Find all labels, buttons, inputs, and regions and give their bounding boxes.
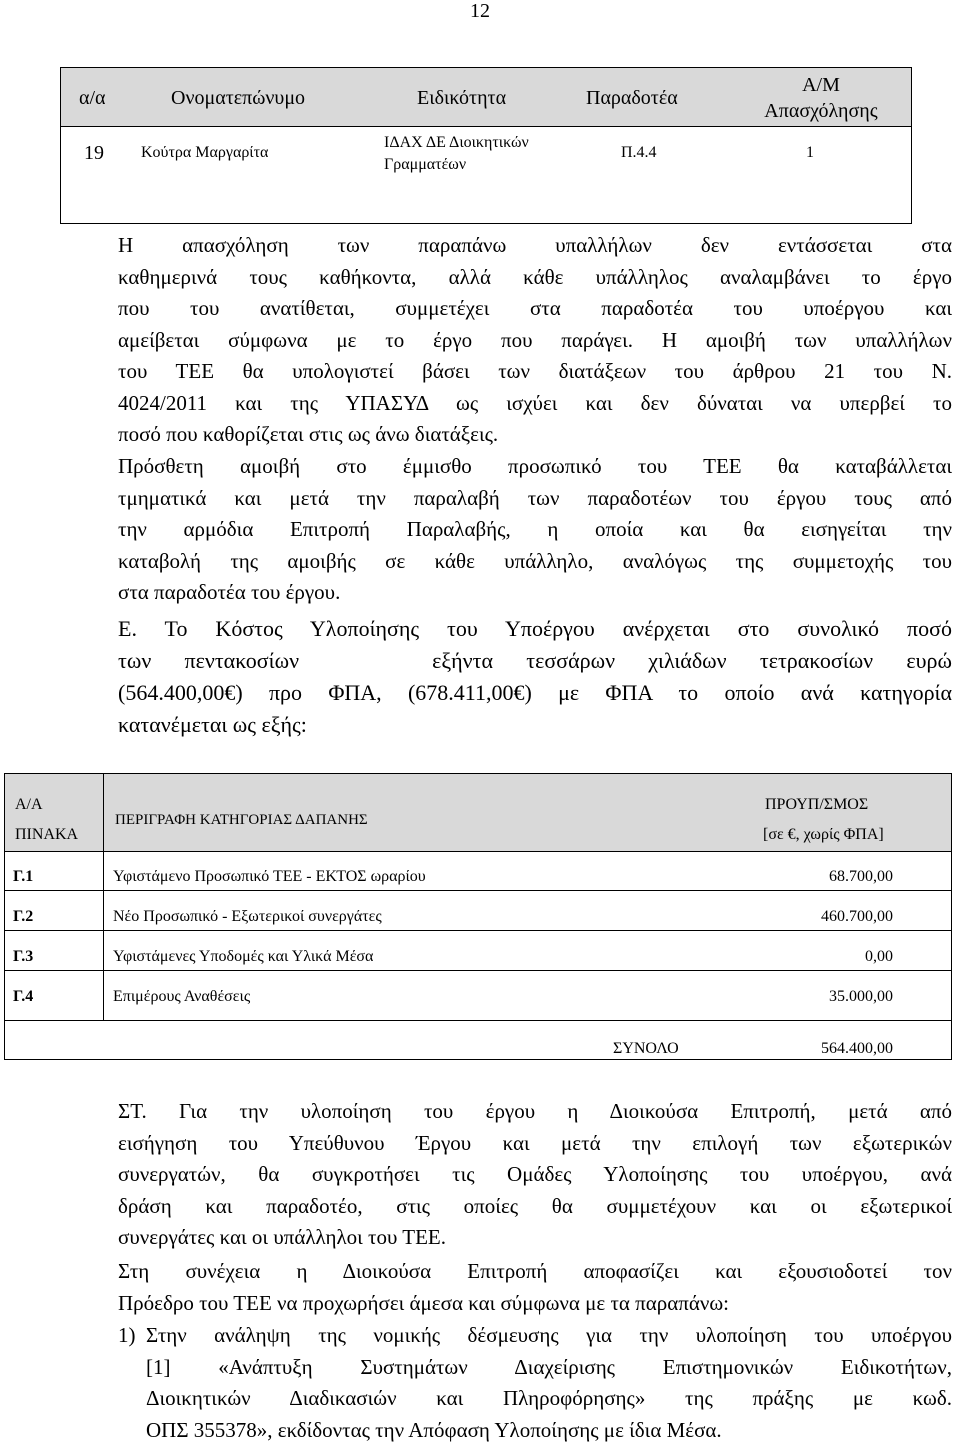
header-budget-line1: ΠΡΟΥΠ/ΣΜΟΣ — [765, 796, 869, 813]
text-line: δράση και παραδοτέο, στις οποίες θα συμμετέχουν και οι εξωτερικοί — [118, 1193, 952, 1218]
row-specialty-line1: ΙΔΑΧ ΔΕ Διοικητικών — [384, 134, 529, 151]
text-line: κατανέμεται ως εξής: — [118, 712, 307, 737]
text-line: Ε. Το Κόστος Υλοποίησης του Υποέργου ανέρχεται στο συνολικό ποσό — [118, 616, 952, 641]
text-line: ΣΤ. Για την υλοποίηση του έργου η Διοικούσα Επιτροπή, μετά από — [118, 1099, 952, 1123]
text-line: στα παραδοτέα του έργου. — [118, 580, 341, 604]
text-line: αμείβεται σύμφωνα με το έργο που παράγει. Η αμοιβή των υπαλλήλων — [118, 327, 952, 352]
row-code: Γ.3 — [13, 948, 34, 965]
paragraph-teams — [118, 1096, 952, 1254]
row-specialty-line2: Γραμματέων — [384, 156, 467, 173]
row-description: Νέο Προσωπικό - Εξωτερικοί συνεργάτες — [113, 908, 382, 925]
list-item — [146, 1320, 952, 1446]
header-am-line1: Α/Μ — [802, 74, 840, 96]
row-code: Γ.4 — [13, 988, 34, 1005]
row-description: Επιμέρους Αναθέσεις — [113, 988, 251, 1005]
row-description: Υφιστάμενες Υποδομές και Υλικά Μέσα — [113, 948, 374, 965]
text-line: Η απασχόληση των παραπάνω υπαλλήλων δεν εντάσσεται στα — [118, 233, 952, 257]
header-aa-line2: ΠΙΝΑΚΑ — [15, 826, 79, 843]
text-line: του ΤΕΕ θα υπολογιστεί βάσει των διατάξεων του άρθρου 21 του Ν. — [118, 359, 952, 383]
text-line: καταβολή της αμοιβής σε κάθε υπάλληλο, αναλόγως της συμμετοχής του — [118, 548, 952, 573]
row-am: 1 — [806, 144, 814, 161]
header-name: Ονοματεπώνυμο — [171, 87, 306, 109]
text-line: Στην ανάληψη της νομικής δέσμευσης για την υλοποίηση του υποέργου — [146, 1323, 952, 1347]
text-line: που του ανατίθεται, συμμετέχει στα παραδοτέα του υποέργου και — [118, 296, 952, 320]
text-line: συνεργάτες και οι υπάλληλοι του ΤΕΕ. — [118, 1225, 447, 1249]
header-specialty: Ειδικότητα — [417, 87, 507, 109]
row-divider — [5, 1020, 951, 1021]
row-amount: 460.700,00 — [821, 908, 893, 925]
table-row — [5, 931, 951, 971]
text-line: 4024/2011 και της ΥΠΑΣΥΔ ως ισχύει και δεν δύναται να υπερβεί το — [118, 390, 952, 415]
row-name: Κούτρα Μαργαρίτα — [141, 144, 269, 161]
table-row — [5, 971, 951, 1011]
text-line: τμηματικά και μετά την παραλαβή των παραδοτέων του έργου τους από — [118, 485, 952, 510]
text-line: Διοικητικών Διαδικασιών και Πληροφόρησης» της πράξης με κωδ. — [146, 1386, 952, 1410]
text-line: [1] «Ανάπτυξη Συστημάτων Διαχείρισης Επιστημονικών Ειδικοτήτων, — [146, 1354, 952, 1379]
row-code: Γ.2 — [13, 908, 34, 925]
text-line: Πρόσθετη αμοιβή στο έμμισθο προσωπικό του ΤΕΕ θα καταβάλλεται — [118, 454, 952, 478]
text-line: την αρμόδια Επιτροπή Παραλαβής, η οποία και θα εισηγείται την — [118, 517, 952, 541]
budget-table — [4, 773, 952, 1060]
text-line: Στη συνέχεια η Διοικούσα Επιτροπή αποφασίζει και εξουσιοδοτεί τον — [118, 1259, 952, 1283]
row-amount: 0,00 — [865, 948, 893, 965]
paragraph-additional-pay — [118, 451, 952, 609]
paragraph-cost — [118, 613, 952, 741]
paragraph-authorization — [118, 1256, 952, 1319]
row-aa: 19 — [84, 142, 104, 164]
header-aa-line1: Α/Α — [15, 796, 43, 813]
text-line: εισήγηση του Υπεύθυνου Έργου και μετά την επιλογή των εξωτερικών — [118, 1130, 952, 1155]
row-amount: 35.000,00 — [829, 988, 893, 1005]
staff-table — [60, 67, 912, 224]
header-deliverable: Παραδοτέα — [586, 87, 678, 109]
header-am-line2: Απασχόλησης — [764, 100, 878, 122]
row-description: Υφιστάμενο Προσωπικό ΤΕΕ - ΕΚΤΟΣ ωραρίου — [113, 868, 426, 885]
row-code: Γ.1 — [13, 868, 34, 885]
header-description: ΠΕΡΙΓΡΑΦΗ ΚΑΤΗΓΟΡΙΑΣ ΔΑΠΑΝΗΣ — [115, 812, 368, 828]
text-line: ΟΠΣ 355378», εκδίδοντας την Απόφαση Υλοποίησης με ίδια Μέσα. — [146, 1417, 722, 1442]
total-label: ΣΥΝΟΛΟ — [613, 1040, 679, 1057]
page-number: 12 — [470, 0, 490, 22]
text-line: συνεργατών, θα συγκροτήσει τις Ομάδες Υλοποίησης του υποέργου, ανά — [118, 1162, 952, 1186]
text-line: καθημερινά τους καθήκοντα, αλλά κάθε υπάλληλος αναλαμβάνει το έργο — [118, 264, 952, 289]
total-amount: 564.400,00 — [821, 1040, 893, 1057]
list-number: 1) — [118, 1323, 136, 1347]
table-row — [5, 851, 951, 891]
row-amount: 68.700,00 — [829, 868, 893, 885]
paragraph-employment — [118, 230, 952, 451]
header-aa: α/α — [79, 87, 106, 109]
text-line: ποσό που καθορίζεται στις ως άνω διατάξεις. — [118, 422, 499, 446]
text-line: Πρόεδρο του ΤΕΕ να προχωρήσει άμεσα και σύμφωνα με τα παραπάνω: — [118, 1290, 730, 1315]
row-deliverable: Π.4.4 — [621, 144, 657, 161]
text-line: (564.400,00€) προ ΦΠΑ, (678.411,00€) με ΦΠΑ το οποίο ανά κατηγορία — [118, 680, 952, 705]
table-row — [5, 891, 951, 931]
text-line: των πεντακοσίων εξήντα τεσσάρων χιλιάδων τετρακοσίων ευρώ — [118, 648, 952, 673]
header-budget-line2: [σε €, χωρίς ΦΠΑ] — [763, 826, 884, 843]
